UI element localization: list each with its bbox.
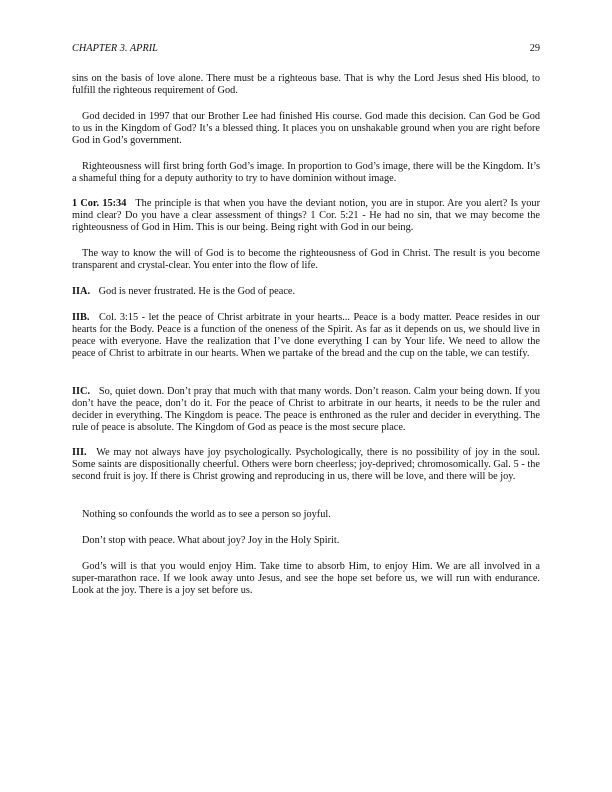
paragraph [72,509,540,521]
paragraph-text: God is never frustrated. He is the God of peace. [98,286,296,297]
paragraph-label: 1 Cor. 15:34 [72,198,127,209]
paragraph-text: God decided in 1997 that our Brother Lee had finished His course. God made this decision. Can God be God to us in the Kingdom of God? It’s a blessed thing. It places you on unshakable ground when you are right before God in God’s government. [72,111,540,146]
paragraph-text: God’s will is that you would enjoy Him. Take time to absorb Him, to enjoy Him. We are all involved in a super-marathon race. If we look away unto Jesus, and see the hope set before us, we will run with endurance. Look at the joy. There is a joy set before us. [72,561,540,596]
paragraph [72,535,540,547]
paragraph-text: Nothing so confounds the world as to see a person so joyful. [82,509,331,520]
paragraph-text: sins on the basis of love alone. There must be a righteous base. That is why the Lord Jesus shed His blood, to fulfill the righteous requirement of God. [72,73,540,96]
paragraph [72,73,540,97]
paragraph-label: IIA. [72,286,91,297]
paragraph-label: III. [72,447,87,458]
page-number: 29 [529,43,540,54]
paragraph [72,248,540,272]
paragraph [72,161,540,185]
paragraph-label: IIC. [72,386,91,397]
paragraph [72,386,540,434]
paragraph-text: The way to know the will of God is to become the righteousness of God in Christ. The result is you become transparent and crystal-clear. You enter into the flow of life. [72,248,540,271]
paragraph [72,198,540,234]
paragraph [72,561,540,597]
paragraph-text: So, quiet down. Don’t pray that much with that many words. Don’t reason. Calm your being down. If you don’t have the peace, don’t do it. For the peace of Christ to arbitrate in our hearts, it needs to be the ruler and decider in everything. The Kingdom is peace. The peace is enthroned as the ruler and decider in everything. The rule of peace is absolute. The Kingdom of God as peace is the most secure place. [72,386,540,433]
paragraph-text: Col. 3:15 - let the peace of Christ arbitrate in your hearts... Peace is a body matter. Peace resides in our hearts for the Body. Peace is a function of the oneness of the Spirit. As far as it depends on us, we should live in peace with everyone. Have the realization that I’ve done everything I can by Your life. We need to allow the peace of Christ to arbitrate in our hearts. When we partake of the bread and the cup on the table, we can testify. [72,312,540,359]
paragraph-label: IIB. [72,312,90,323]
paragraph [72,312,540,360]
paragraph [72,447,540,483]
paragraph-text: Righteousness will first bring forth God’s image. In proportion to God’s image, there will be the Kingdom. It’s a shameful thing for a deputy authority to try to have dominion without image. [72,161,540,184]
paragraph-text: The principle is that when you have the deviant notion, you are in stupor. Are you alert? Is your mind clear? Do you have a clear assessment of things? 1 Cor. 5:21 - He had no sin, that we may become the righteousness of God in Him. This is our being. Being right with God in our being. [72,198,541,233]
paragraph-text: Don’t stop with peace. What about joy? Joy in the Holy Spirit. [82,535,340,546]
running-header [72,43,540,55]
chapter-title: CHAPTER 3. APRIL [72,43,158,54]
paragraph [72,286,540,298]
paragraph [72,111,540,147]
paragraph-text: We may not always have joy psychologically. Psychologically, there is no possibility of joy in the soul. Some saints are dispositionally cheerful. Others were born cheerless; joy-deprived; chromosomically. Gal. 5 - the second fruit is joy. If there is Christ growing and reproducing in us, there will be love, and there will be joy. [72,447,541,482]
